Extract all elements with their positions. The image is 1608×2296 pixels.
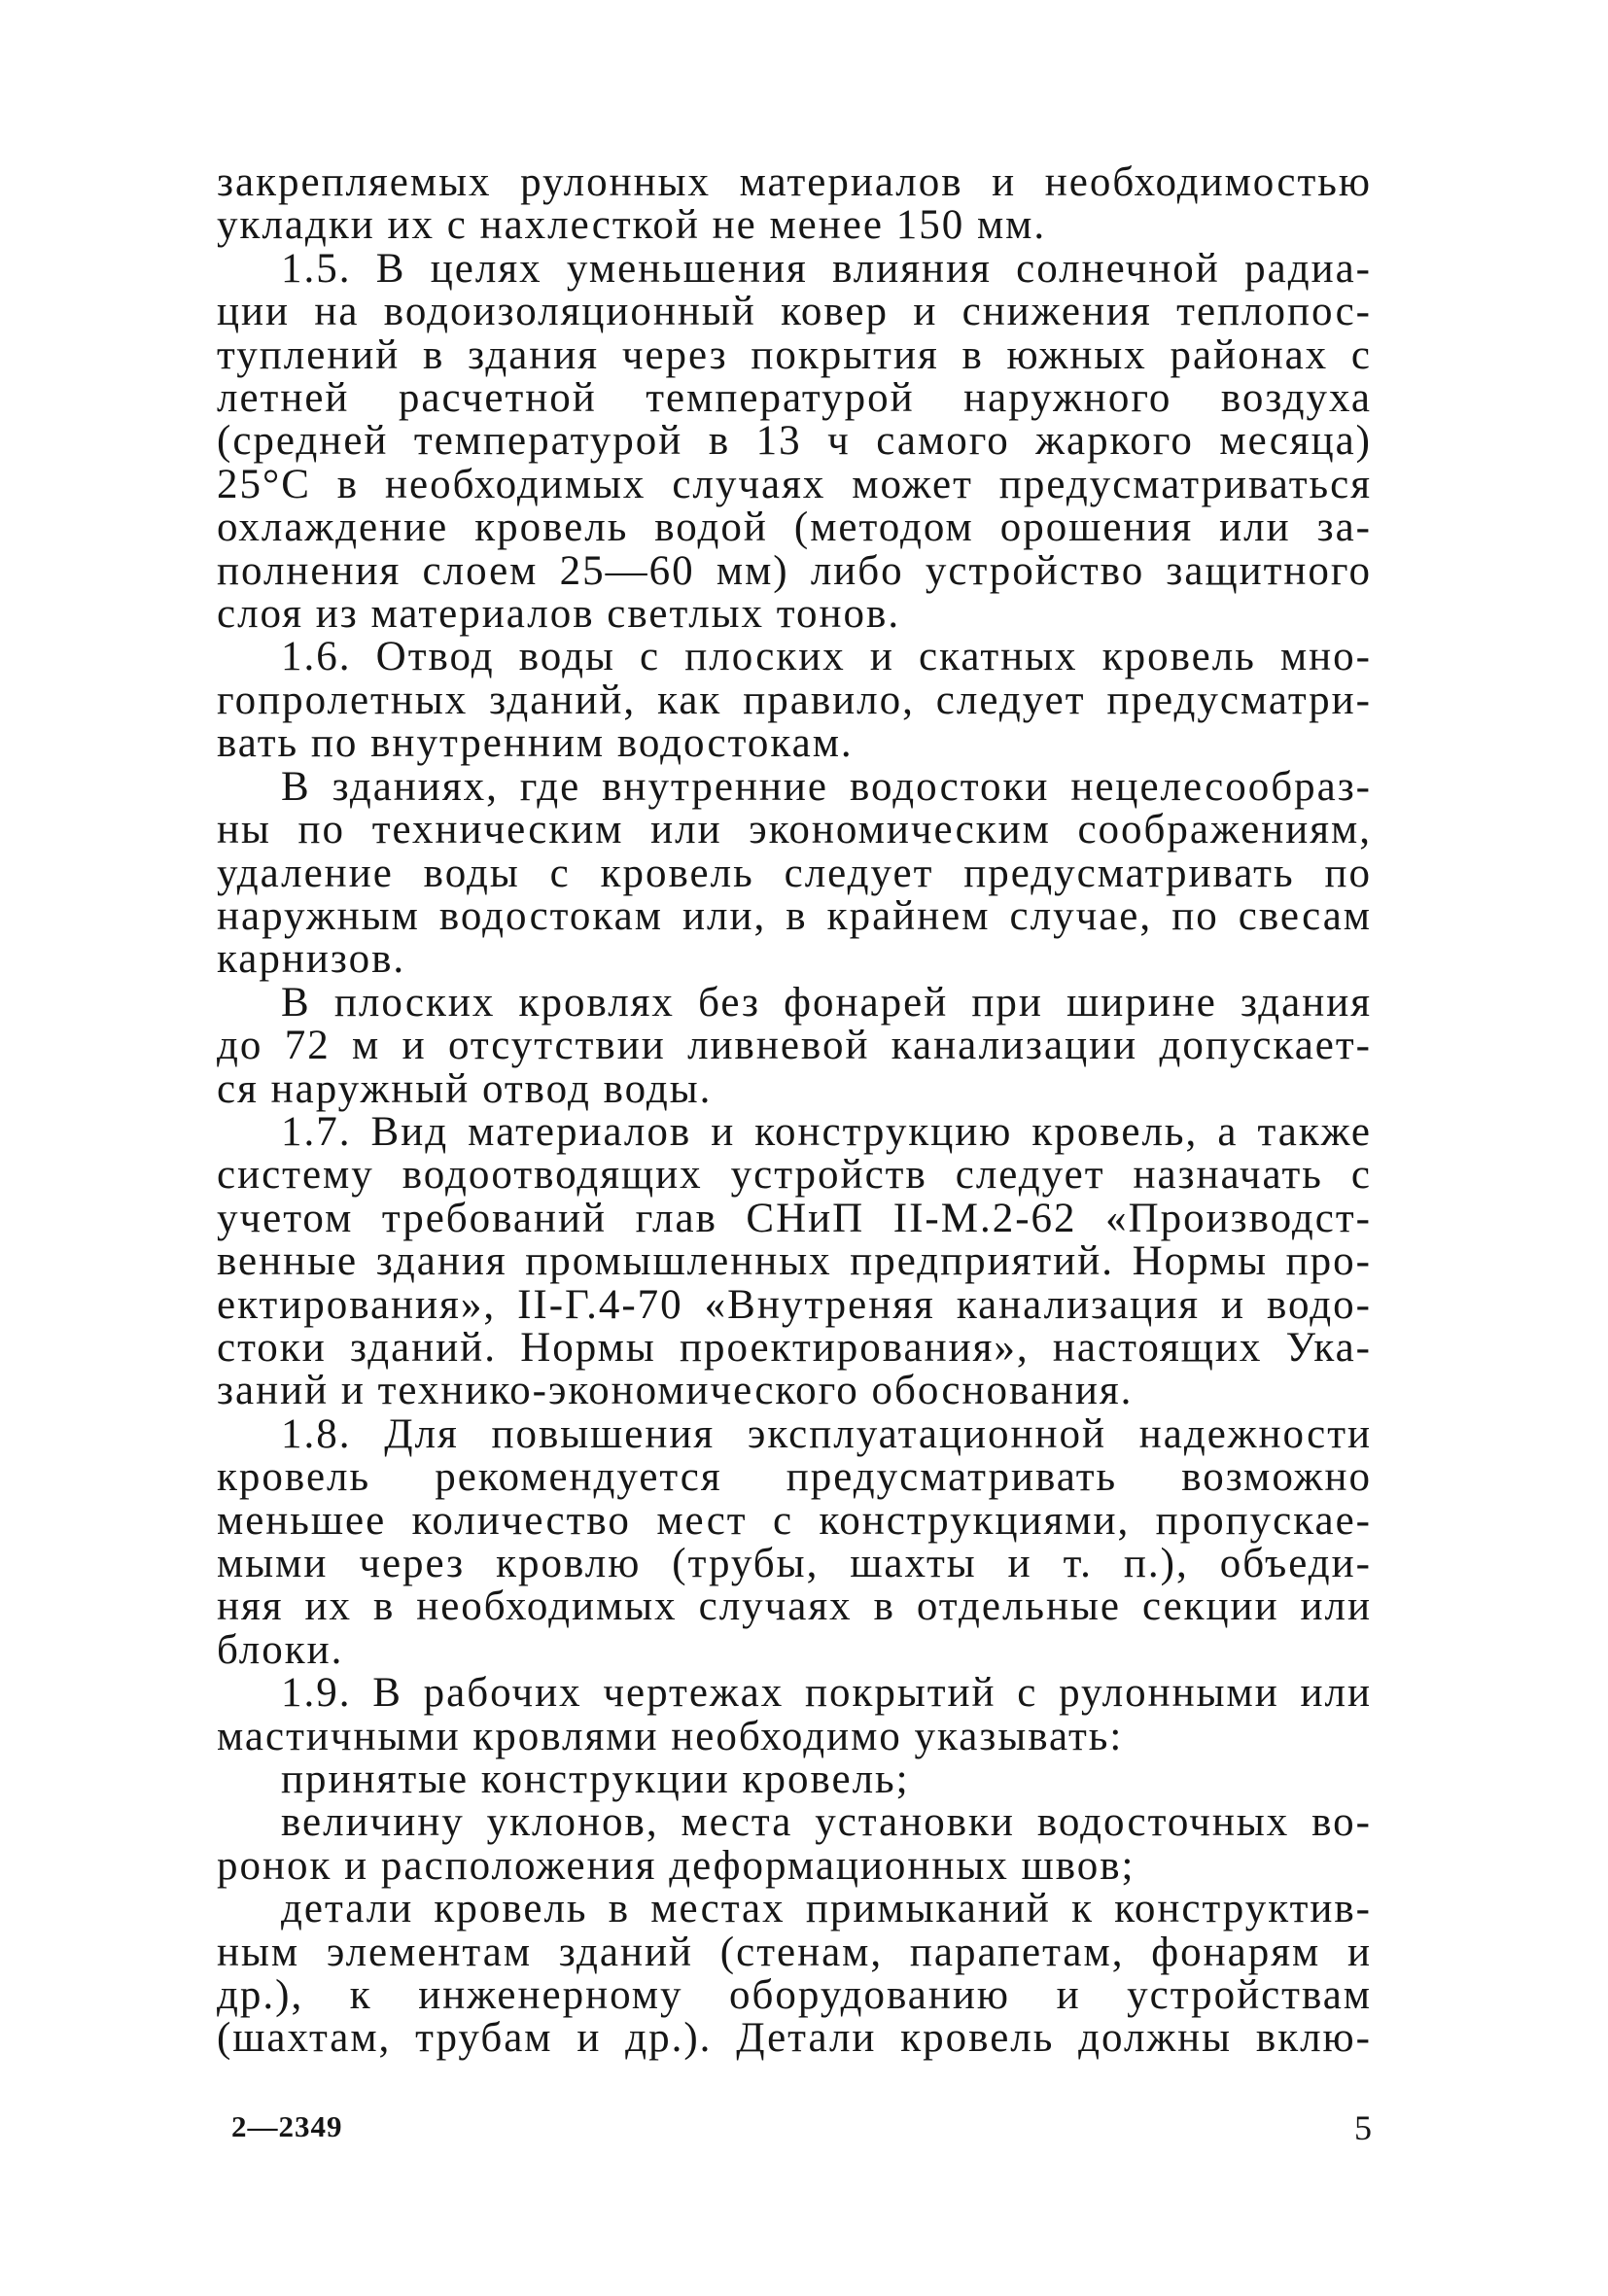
text-line: мастичными кровлями необходимо указывать:	[217, 1713, 1124, 1759]
text-line: няя их в необходимых случаях в отдельные секции или	[217, 1583, 1372, 1630]
text-line: кровель рекомендуется предусматривать возможно	[217, 1454, 1372, 1501]
clause-1-9-line: 1.9. В рабочих чертежах покрытий с рулонными или	[281, 1670, 1372, 1717]
text-line: удаление воды с кровель следует предусматривать по	[217, 850, 1372, 896]
text-line: В плоских кровлях без фонарей при ширине здания	[281, 979, 1372, 1026]
text-line: ным элементам зданий (стенам, парапетам, фонарям и	[217, 1929, 1372, 1975]
text-line: охлаждение кровель водой (методом орошения или за-	[217, 504, 1372, 551]
text-line: укладки их с нахлесткой не менее 150 мм.	[217, 202, 1047, 249]
list-item-line: детали кровель в местах примыканий к конструктив-	[281, 1886, 1372, 1932]
text-line: до 72 м и отсутствии ливневой канализации допускает-	[217, 1023, 1372, 1069]
text-line: наружным водостокам или, в крайнем случае, по свесам	[217, 892, 1372, 939]
body-text	[217, 161, 1372, 2061]
text-line: блоки.	[217, 1626, 344, 1673]
text-line: систему водоотводящих устройств следует назначать с	[217, 1152, 1372, 1199]
page-number: 5	[1354, 2108, 1372, 2147]
clause-1-7-line: 1.7. Вид материалов и конструкцию кровель, а также	[281, 1108, 1372, 1155]
text-line: слоя из материалов светлых тонов.	[217, 591, 901, 638]
list-item-line: принятые конструкции кровель;	[281, 1757, 910, 1803]
list-item-line: величину уклонов, места установки водосточных во-	[281, 1799, 1372, 1846]
text-line: ектирования», II-Г.4-70 «Внутреняя канализация и водо-	[217, 1281, 1372, 1328]
text-line: мыми через кровлю (трубы, шахты и т. п.), объеди-	[217, 1541, 1372, 1586]
text-line: 25°С в необходимых случаях может предусматриваться	[217, 461, 1372, 507]
text-line: летней расчетной температурой наружного воздуха	[217, 375, 1372, 422]
text-line: карнизов.	[217, 936, 406, 983]
text-line: вать по внутренним водостокам.	[217, 720, 854, 767]
signature-mark: 2—2349	[231, 2109, 343, 2143]
text-line: гопролетных зданий, как правило, следует предусматри-	[217, 677, 1372, 723]
text-line: ронок и расположения деформационных швов;	[217, 1842, 1136, 1889]
text-line: учетом требований глав СНиП II-М.2-62 «Производст-	[217, 1195, 1372, 1241]
clause-1-6-line: 1.6. Отвод воды с плоских и скатных кровель мно-	[281, 634, 1372, 680]
text-line: В зданиях, где внутренние водостоки нецелесообраз-	[281, 763, 1372, 810]
clause-1-5-line: 1.5. В целях уменьшения влияния солнечной радиа-	[281, 245, 1372, 292]
text-line: меньшее количество мест с конструкциями, пропускае-	[217, 1497, 1372, 1544]
text-line: ся наружный отвод воды.	[217, 1065, 713, 1112]
text-line: стоки зданий. Нормы проектирования», настоящих Ука-	[217, 1324, 1372, 1371]
text-line: заний и технико-экономического обоснования.	[217, 1368, 1134, 1414]
text-line: закрепляемых рулонных материалов и необходимостью	[217, 159, 1372, 205]
text-line: (шахтам, трубам и др.). Детали кровель должны вклю-	[217, 2015, 1372, 2062]
text-line: венные здания промышленных предприятий. Нормы про-	[217, 1238, 1372, 1285]
text-line: туплений в здания через покрытия в южных районах с	[217, 331, 1372, 378]
text-line: ны по техническим или экономическим соображениям,	[217, 807, 1372, 853]
text-line: ции на водоизоляционный ковер и снижения теплопос-	[217, 289, 1372, 335]
text-line: полнения слоем 25—60 мм) либо устройство защитного	[217, 547, 1372, 594]
text-line: др.), к инженерному оборудованию и устройствам	[217, 1972, 1372, 2019]
text-line: (средней температурой в 13 ч самого жаркого месяца)	[217, 418, 1372, 465]
clause-1-8-line: 1.8. Для повышения эксплуатационной надежности	[281, 1410, 1372, 1457]
